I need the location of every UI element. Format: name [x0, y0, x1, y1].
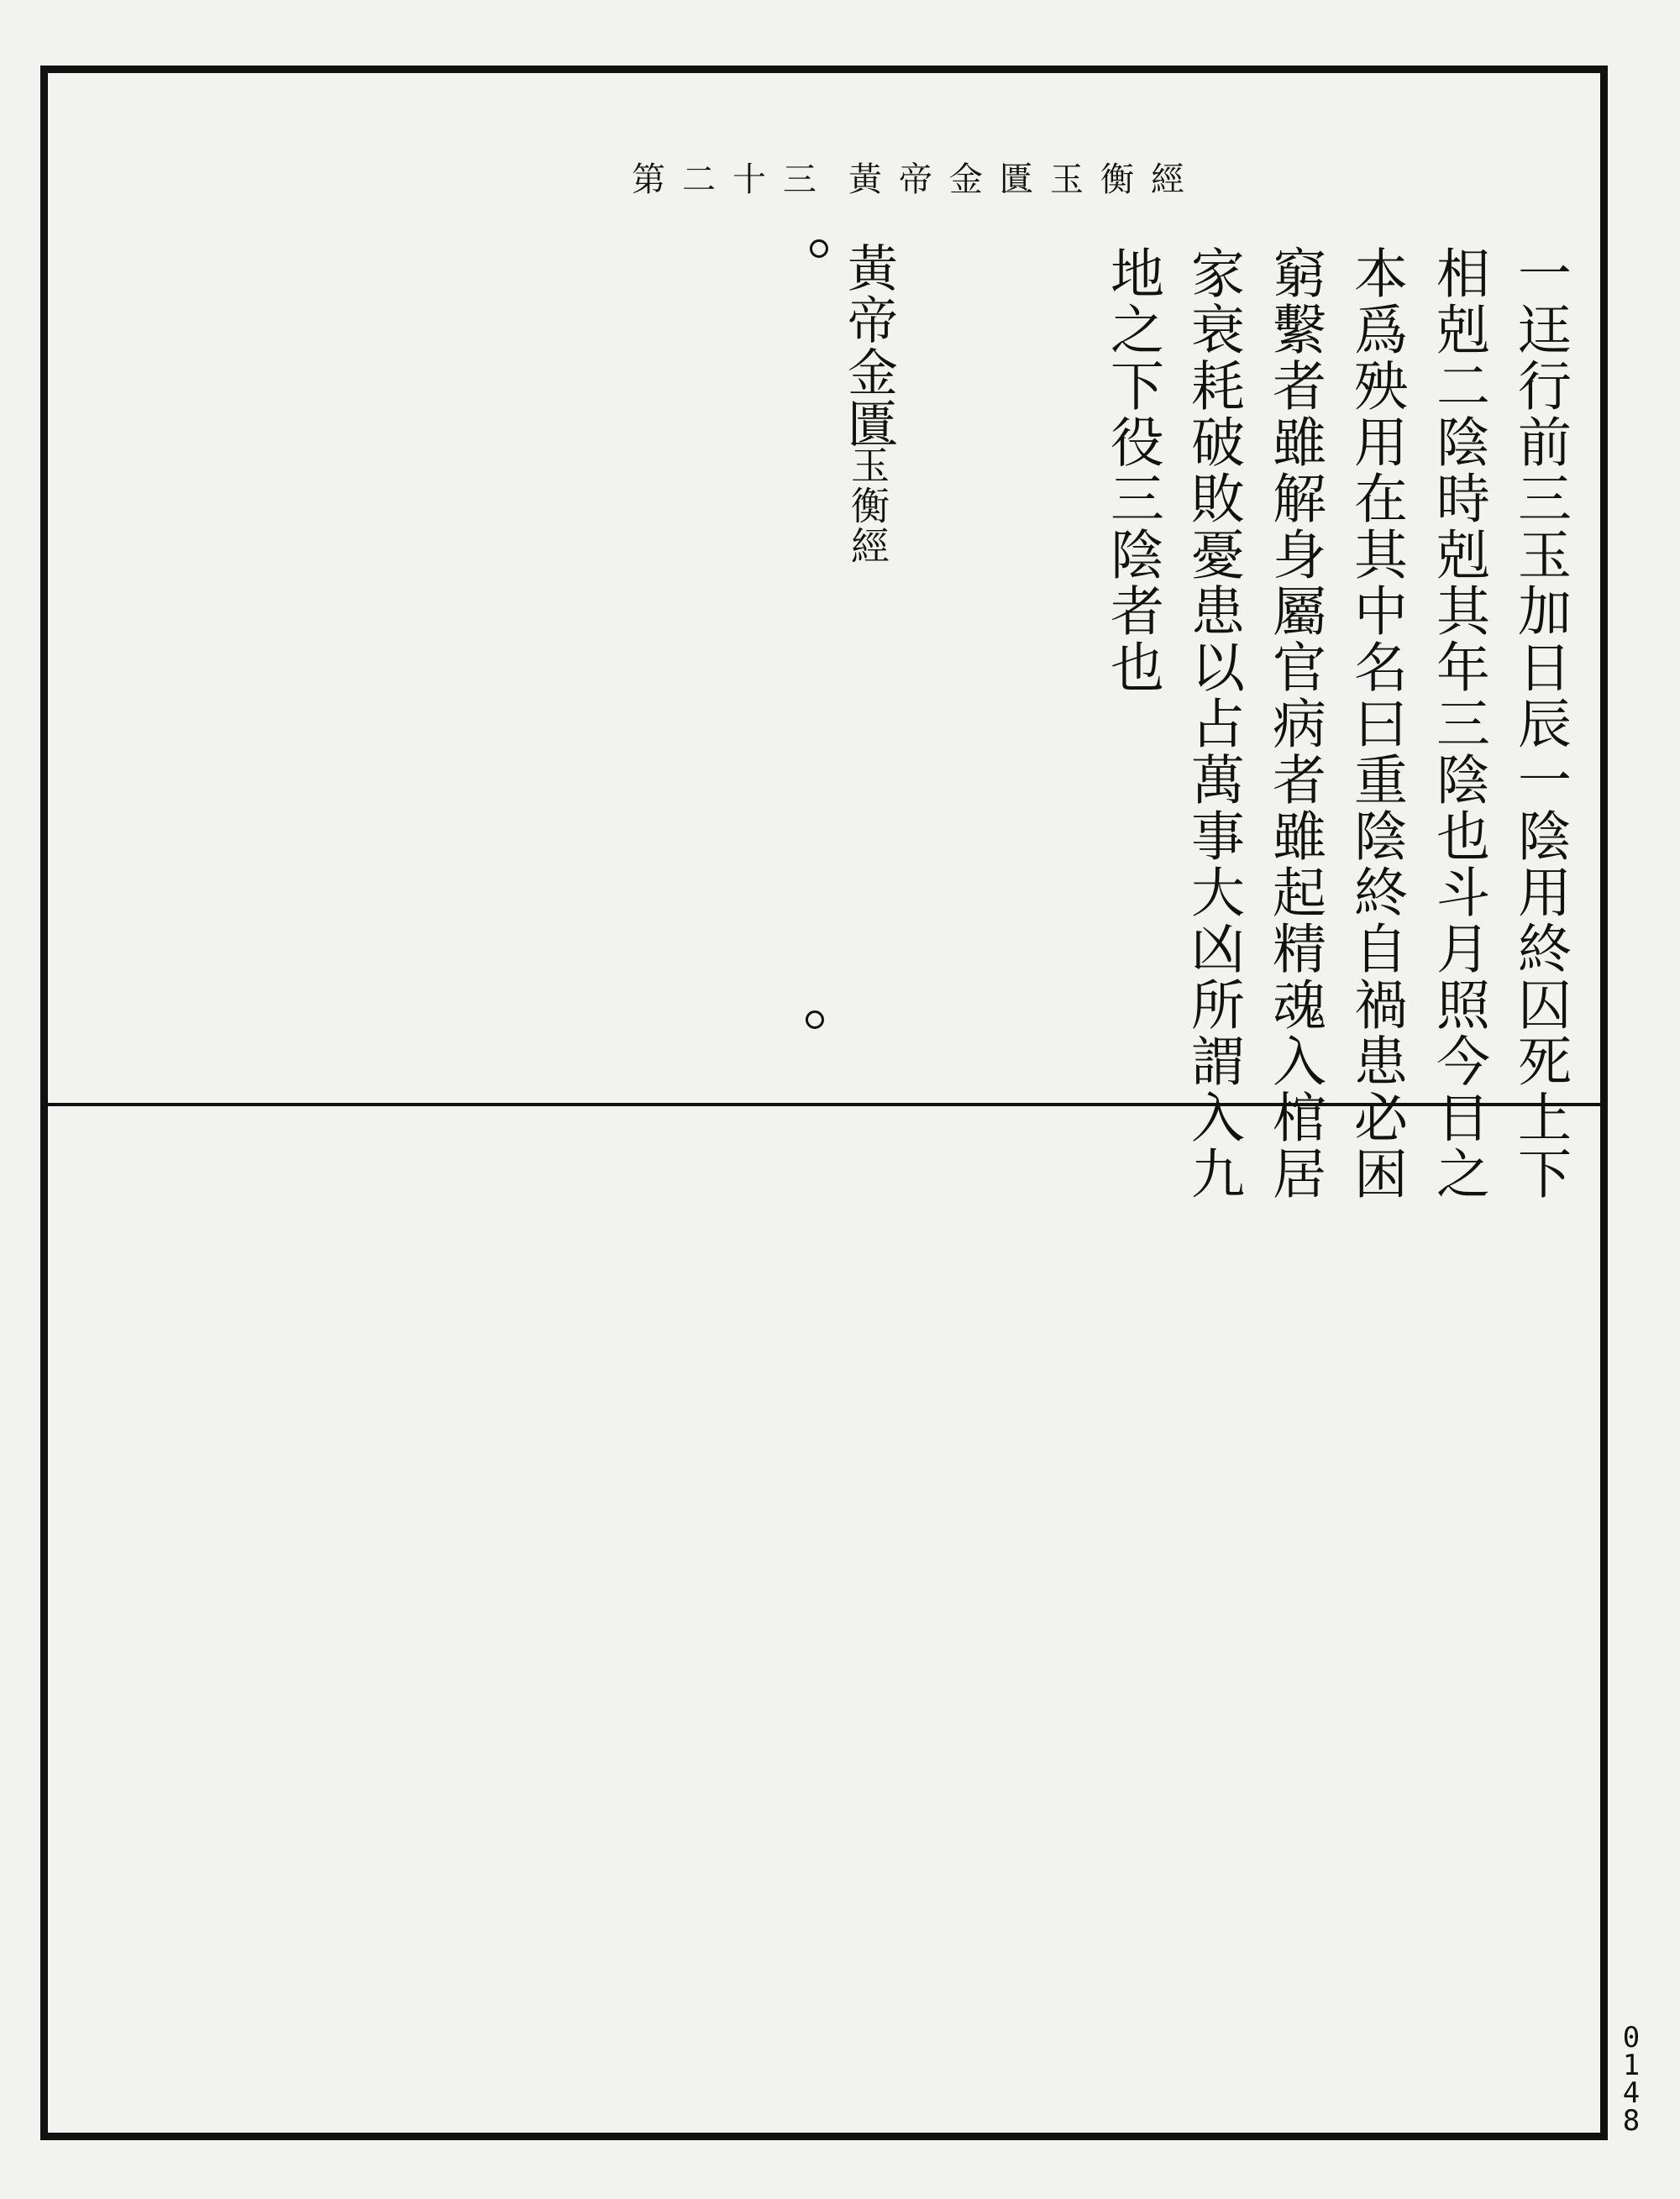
running-header-title: 黃帝金匱玉衡經 [848, 160, 1201, 199]
page-number-digit: 1 [1622, 2049, 1641, 2082]
text-column-1: 一迋行前三玉加日辰一陰用終囚死上下 [1509, 245, 1571, 1202]
page-number-digit: 0 [1622, 2021, 1641, 2055]
binding-circle-bottom [806, 1010, 824, 1029]
end-title-small: 玉衡經 [845, 445, 890, 566]
page-number-digit: 4 [1622, 2076, 1641, 2110]
running-header-chapter: 第二十三 [632, 160, 833, 199]
end-title-main: 黃帝金匱 [839, 242, 898, 450]
page-number [1620, 2021, 1643, 2138]
page-number-digit: 8 [1622, 2104, 1641, 2138]
binding-circle-top [810, 239, 828, 258]
text-column-2: 相剋二陰時剋其年三陰也斗月照今日之 [1427, 245, 1489, 1202]
text-column-5: 家衰耗破敗憂患以占萬事大凶所謂入九 [1182, 245, 1244, 1202]
text-column-6: 地之下役三陰者也 [1101, 245, 1163, 695]
text-column-4: 窮繫者雖解身屬官病者雖起精魂入棺居 [1263, 245, 1326, 1202]
text-column-3: 本爲殃用在其中名曰重陰終自禍患必困 [1345, 245, 1407, 1202]
